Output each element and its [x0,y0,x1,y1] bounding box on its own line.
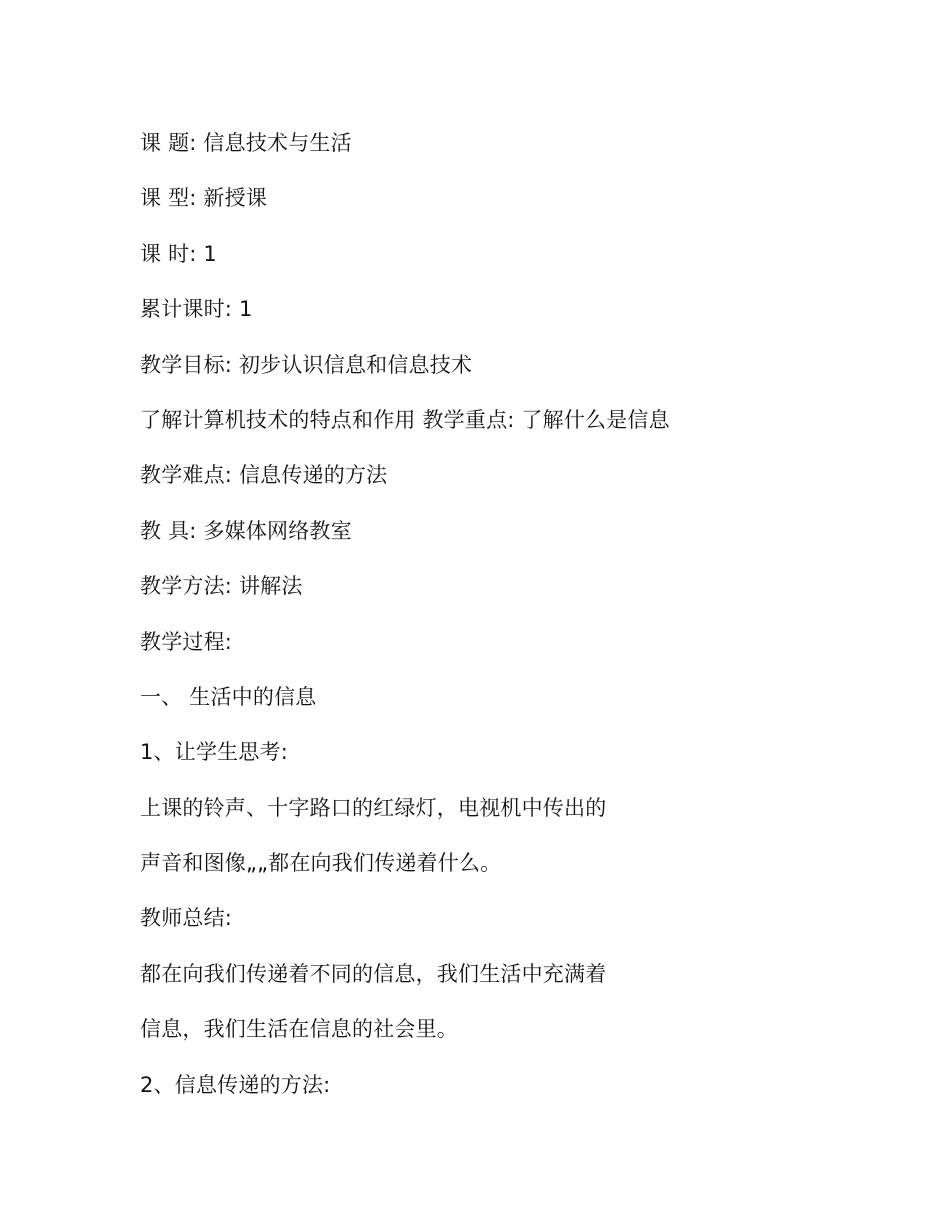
teaching-method: 教学方法: 讲解法 [140,574,303,599]
paragraph-line: 信息，我们生活在信息的社会里。 [140,1017,458,1042]
document-body [140,116,840,1113]
teacher-summary-heading: 教师总结: [140,906,233,931]
paragraph-line: 都在向我们传递着不同的信息，我们生活中充满着 [140,961,607,986]
step-1-heading: 1、让学生思考: [140,740,289,765]
section-1-heading: 一、 生活中的信息 [140,684,317,709]
step-2-heading: 2、信息传递的方法: [140,1072,331,1097]
lesson-type: 课 型: 新授课 [140,186,268,211]
lesson-hours: 课 时: 1 [140,241,217,266]
paragraph-line: 上课的铃声、十字路口的红绿灯，电视机中传出的 [140,795,607,820]
teaching-difficulty: 教学难点: 信息传递的方法 [140,463,388,488]
teaching-objective: 教学目标: 初步认识信息和信息技术 [140,352,473,377]
teaching-process-heading: 教学过程: [140,629,233,654]
lesson-topic: 课 题: 信息技术与生活 [140,131,352,155]
objective-and-key-point: 了解计算机技术的特点和作用 教学重点: 了解什么是信息 [140,407,670,432]
cumulative-hours: 累计课时: 1 [140,297,253,322]
teaching-tools: 教 具: 多媒体网络教室 [140,518,352,543]
paragraph-line: 声音和图像„„都在向我们传递着什么。 [140,851,502,876]
